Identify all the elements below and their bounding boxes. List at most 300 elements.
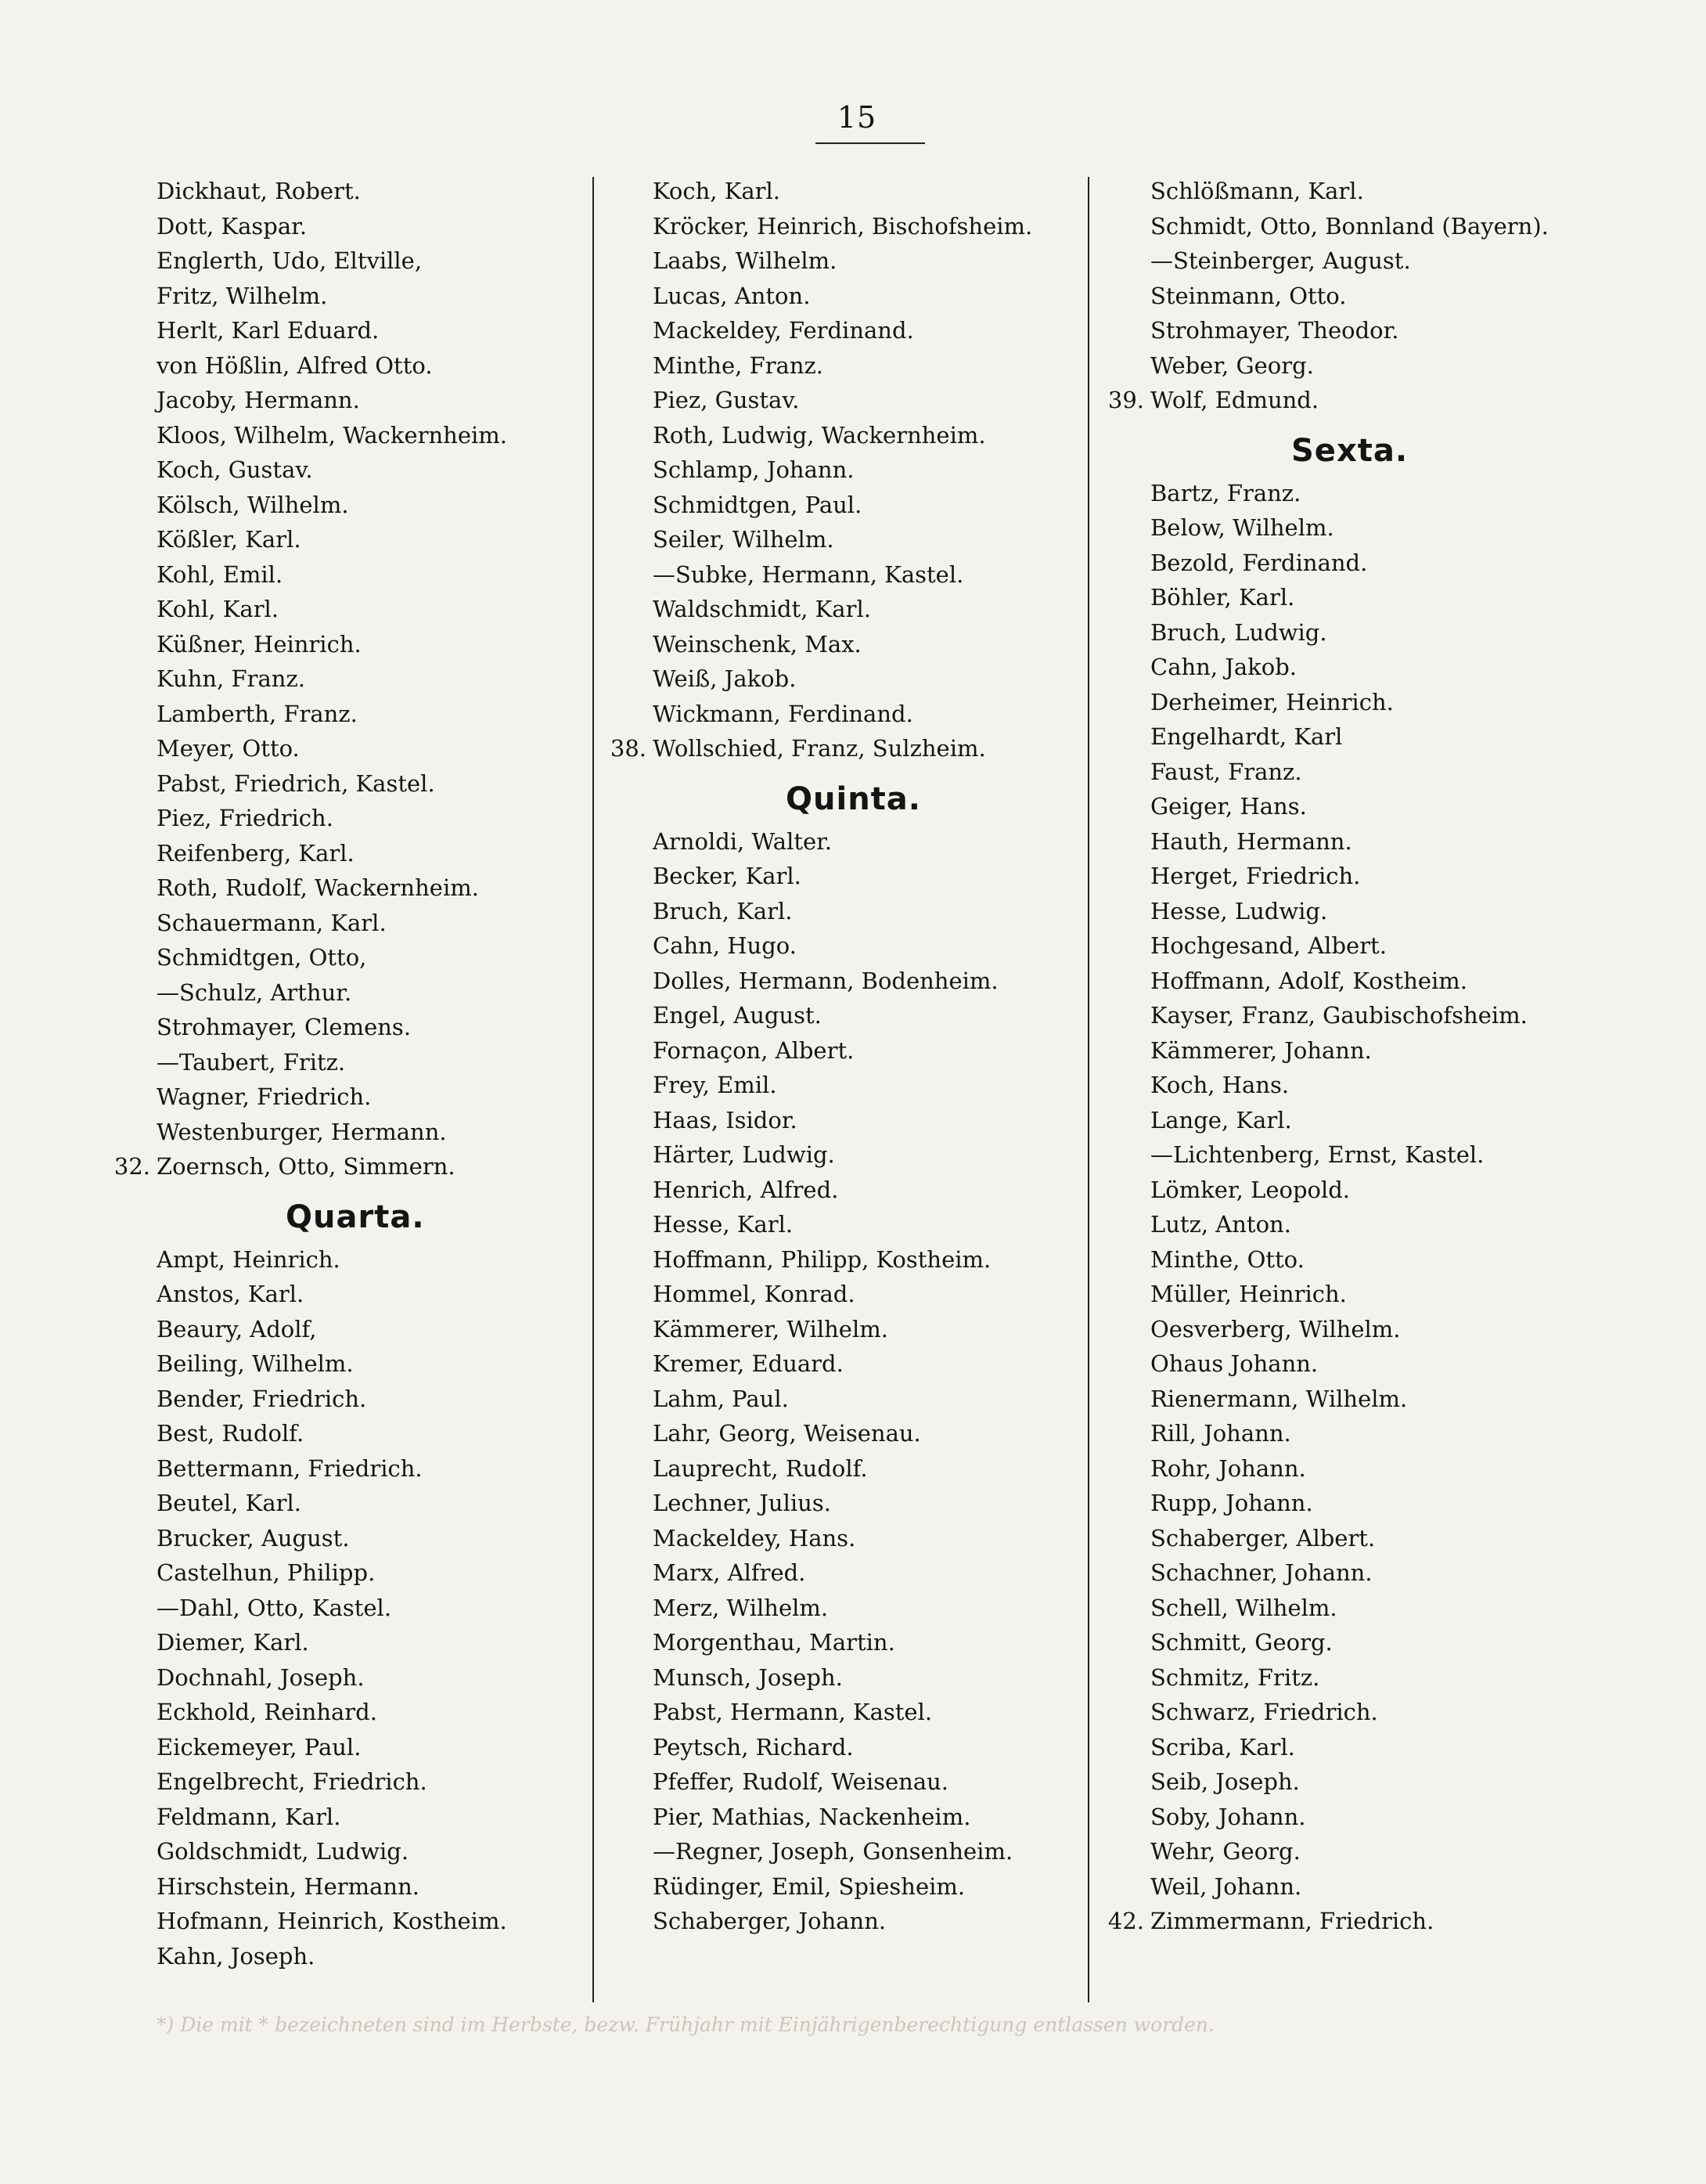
student-name-text: Eickemeyer, Paul. [157, 1733, 362, 1761]
class-heading-text: Sexta. [1291, 432, 1409, 469]
student-name-text: Mackeldey, Ferdinand. [653, 317, 914, 344]
student-name-text: Bezold, Ferdinand. [1150, 549, 1368, 576]
student-name-text: Rill, Johann. [1150, 1420, 1291, 1447]
student-name [1150, 279, 1549, 314]
student-name-text: Schachner, Johann. [1150, 1559, 1373, 1586]
student-name-text: Wagner, Friedrich. [157, 1083, 372, 1110]
student-name-text: Kohl, Karl. [157, 596, 279, 622]
student-name-text: —Subke, Hermann, Kastel. [653, 560, 964, 588]
student-name-text: Härter, Ludwig. [653, 1141, 835, 1168]
student-name-text: Lamberth, Franz. [157, 700, 358, 727]
student-name-text: Herget, Friedrich. [1150, 863, 1361, 889]
student-name-text: —Lichtenberg, Ernst, Kastel. [1150, 1141, 1485, 1168]
student-name [653, 964, 1032, 999]
student-name [1150, 894, 1549, 929]
student-name [653, 1277, 1032, 1312]
student-name [653, 1591, 1032, 1626]
bleed-through-footnote: *) Die mit * bezeichneten sind im Herbste, bezw. Frühjahr mit Einjährigenberechtigung entlassen worden. [157, 2013, 1215, 2036]
student-name-text: Schell, Wilhelm. [1150, 1594, 1337, 1621]
student-name [653, 1382, 1032, 1417]
student-name [653, 824, 1032, 860]
student-name [653, 1555, 1032, 1591]
student-name [157, 1045, 507, 1080]
student-name-text: Cahn, Jakob. [1150, 654, 1297, 680]
student-name [653, 1416, 1032, 1451]
student-name-text: Eckhold, Reinhard. [157, 1699, 377, 1725]
student-name [653, 383, 1032, 418]
student-name-text: Strohmayer, Theodor. [1150, 317, 1399, 344]
student-name-text: Wickmann, Ferdinand. [653, 700, 913, 727]
student-name-text: Wehr, Georg. [1150, 1838, 1301, 1865]
student-name [1150, 580, 1549, 615]
student-name [157, 1115, 507, 1150]
student-name-text: Hesse, Karl. [653, 1211, 794, 1238]
student-name [1150, 1730, 1549, 1765]
student-name [157, 940, 507, 975]
student-name [1150, 1137, 1549, 1173]
student-name-text: Kämmerer, Johann. [1150, 1036, 1372, 1064]
student-name-text: Anstos, Karl. [157, 1281, 304, 1307]
student-name [1150, 650, 1549, 685]
student-name [653, 661, 1032, 697]
student-name-text: Minthe, Franz. [653, 351, 824, 379]
student-name-text: Wolf, Edmund. [1150, 387, 1319, 413]
student-name [1150, 1800, 1549, 1835]
student-name-text: Dott, Kaspar. [157, 212, 308, 240]
student-name [653, 1103, 1032, 1138]
student-name [1150, 1695, 1549, 1730]
student-name [653, 1486, 1032, 1521]
student-name-text: Rienermann, Wilhelm. [1150, 1385, 1408, 1412]
student-name [1150, 1103, 1549, 1138]
student-name [1150, 1625, 1549, 1660]
student-name [157, 1625, 507, 1660]
student-name-text: Dolles, Hermann, Bodenheim. [653, 967, 999, 994]
student-name-text: Kayser, Franz, Gaubischofsheim. [1150, 1002, 1528, 1029]
student-name [1150, 755, 1549, 790]
student-name [157, 1486, 507, 1521]
student-name-text: Schaberger, Johann. [653, 1908, 887, 1934]
student-name-text: Kuhn, Franz. [157, 665, 305, 692]
student-name-text: Schaberger, Albert. [1150, 1524, 1376, 1552]
student-name [653, 313, 1032, 348]
student-name-text: Dochnahl, Joseph. [157, 1663, 365, 1691]
student-name [1150, 546, 1549, 581]
student-name [653, 1137, 1032, 1173]
student-name-text: —Regner, Joseph, Gonsenheim. [653, 1838, 1013, 1865]
class-count: 32. [113, 1153, 150, 1180]
student-name-text: Morgenthau, Martin. [653, 1629, 895, 1656]
class-heading-text: Quinta. [786, 780, 921, 817]
student-name-text: Kämmerer, Wilhelm. [653, 1315, 888, 1342]
student-name [1150, 859, 1549, 894]
student-name-text: Lutz, Anton. [1150, 1211, 1291, 1238]
student-name-text: Bettermann, Friedrich. [157, 1454, 423, 1482]
student-name-text: Strohmayer, Clemens. [157, 1014, 412, 1040]
student-name-text: Minthe, Otto. [1150, 1245, 1305, 1273]
student-name [653, 1764, 1032, 1800]
student-name-text: Seib, Joseph. [1150, 1768, 1300, 1795]
student-name-text: Faust, Franz. [1150, 758, 1302, 785]
student-name [157, 731, 507, 766]
student-name-text: Seiler, Wilhelm. [653, 526, 834, 553]
student-name [1107, 383, 1549, 418]
student-name [1150, 685, 1549, 720]
student-name [157, 975, 507, 1011]
student-name [1150, 1382, 1549, 1417]
student-name [653, 1660, 1032, 1696]
class-heading [653, 766, 1032, 824]
student-name-text: Ampt, Heinrich. [157, 1245, 340, 1273]
column-left [113, 174, 507, 1973]
student-name-text: Koch, Karl. [653, 178, 781, 204]
student-name [157, 1277, 507, 1312]
student-name [1150, 928, 1549, 964]
student-name-text: Beutel, Karl. [157, 1490, 301, 1516]
student-name-text: Becker, Karl. [653, 863, 801, 889]
student-name [1150, 1451, 1549, 1487]
student-name-text: Kölsch, Wilhelm. [157, 491, 349, 518]
student-name-text: Hochgesand, Albert. [1150, 932, 1387, 959]
student-name [653, 1033, 1032, 1069]
student-name-text: Lahr, Georg, Weisenau. [653, 1420, 921, 1447]
student-name [653, 894, 1032, 929]
column-divider-right [1088, 177, 1089, 2002]
student-name [157, 348, 507, 384]
student-name-text: Hofmann, Heinrich, Kostheim. [157, 1908, 507, 1934]
student-name-text: Cahn, Hugo. [653, 932, 797, 959]
student-name-text: Hommel, Konrad. [653, 1281, 855, 1307]
student-name [157, 766, 507, 802]
student-name-text: Bruch, Ludwig. [1150, 618, 1327, 646]
student-name [157, 1010, 507, 1045]
student-name [653, 1242, 1032, 1278]
student-name-text: Weber, Georg. [1150, 351, 1314, 379]
student-name-text: Munsch, Joseph. [653, 1663, 843, 1691]
student-name [157, 1660, 507, 1696]
student-name-text: Schmitt, Georg. [1150, 1629, 1333, 1656]
student-name [653, 452, 1032, 488]
student-name [1150, 824, 1549, 860]
student-name-text: Schmidtgen, Otto, [157, 944, 367, 971]
student-name [157, 243, 507, 279]
student-name [157, 592, 507, 627]
student-name-text: von Hößlin, Alfred Otto. [157, 351, 433, 379]
student-name-text: Kröcker, Heinrich, Bischofsheim. [653, 212, 1033, 240]
student-name-text: Engel, August. [653, 1002, 822, 1029]
student-name-text: Hesse, Ludwig. [1150, 897, 1328, 924]
student-name [653, 1173, 1032, 1208]
student-name [653, 279, 1032, 314]
student-name [157, 452, 507, 488]
student-name-text: Oesverberg, Wilhelm. [1150, 1315, 1401, 1342]
student-name [653, 348, 1032, 384]
student-name [1107, 1904, 1549, 1939]
student-name-text: Beiling, Wilhelm. [157, 1350, 354, 1377]
student-name [1150, 476, 1549, 511]
student-name-text: Henrich, Alfred. [653, 1176, 839, 1203]
student-name [157, 1555, 507, 1591]
student-name-text: Zimmermann, Friedrich. [1150, 1908, 1434, 1934]
student-name [157, 1695, 507, 1730]
student-name [1150, 1346, 1549, 1382]
student-name-text: Schlößmann, Karl. [1150, 178, 1364, 204]
student-name [157, 418, 507, 453]
student-name-text: Pabst, Friedrich, Kastel. [157, 769, 435, 797]
student-name [157, 1730, 507, 1765]
student-name-text: Laabs, Wilhelm. [653, 247, 837, 274]
student-name-text: Bender, Friedrich. [157, 1385, 367, 1412]
column-divider-left [592, 177, 594, 2002]
student-name-text: Kohl, Emil. [157, 560, 283, 588]
class-heading [1150, 418, 1549, 476]
student-name [1150, 348, 1549, 384]
student-name-text: Kahn, Joseph. [157, 1942, 315, 1970]
student-name-text: Roth, Rudolf, Wackernheim. [157, 874, 479, 901]
student-name-text: Lange, Karl. [1150, 1106, 1292, 1133]
student-name-text: Rüdinger, Emil, Spiesheim. [653, 1872, 966, 1900]
student-name-text: Lahm, Paul. [653, 1385, 789, 1412]
student-name-text: Diemer, Karl. [157, 1629, 309, 1656]
student-name [1150, 1486, 1549, 1521]
student-name-text: Müller, Heinrich. [1150, 1281, 1347, 1307]
student-name [1150, 1591, 1549, 1626]
student-name [157, 488, 507, 523]
student-name-text: Mackeldey, Hans. [653, 1524, 856, 1552]
student-name [157, 870, 507, 906]
student-name-text: Peytsch, Richard. [653, 1733, 854, 1761]
class-count: 39. [1107, 387, 1144, 413]
student-name-text: Kloos, Wilhelm, Wackernheim. [157, 421, 507, 449]
student-name-text: —Steinberger, August. [1150, 247, 1411, 274]
student-name [653, 998, 1032, 1033]
student-name-text: Rupp, Johann. [1150, 1490, 1313, 1516]
student-name [157, 1451, 507, 1487]
student-name [157, 1416, 507, 1451]
student-name [653, 1521, 1032, 1556]
student-name-text: Rohr, Johann. [1150, 1454, 1306, 1482]
student-name [653, 1451, 1032, 1487]
student-name-text: Jacoby, Hermann. [157, 387, 360, 413]
student-name [157, 801, 507, 836]
student-name-text: Weil, Johann. [1150, 1872, 1302, 1900]
student-name [1150, 719, 1549, 755]
student-name [1150, 998, 1549, 1033]
student-name-text: Bruch, Karl. [653, 897, 793, 924]
student-name [157, 1382, 507, 1417]
student-name [157, 1591, 507, 1626]
student-name-text: Merz, Wilhelm. [653, 1594, 829, 1621]
student-name-text: Lucas, Anton. [653, 282, 811, 309]
student-name [1150, 1312, 1549, 1347]
student-name-text: Schwarz, Friedrich. [1150, 1699, 1378, 1725]
student-name [1150, 1521, 1549, 1556]
page-number-rule [815, 142, 925, 144]
student-name-text: Lauprecht, Rudolf. [653, 1454, 868, 1482]
student-name [1150, 1207, 1549, 1242]
class-heading [157, 1184, 507, 1242]
student-name-text: Marx, Alfred. [653, 1559, 806, 1586]
student-name-text: Englerth, Udo, Eltville, [157, 247, 423, 274]
student-name [1150, 209, 1549, 244]
student-name-text: Haas, Isidor. [653, 1106, 797, 1133]
student-name-text: Goldschmidt, Ludwig. [157, 1838, 409, 1865]
class-heading-text: Quarta. [286, 1198, 425, 1235]
student-name-text: Koch, Gustav. [157, 456, 313, 483]
student-name-text: Engelbrecht, Friedrich. [157, 1768, 427, 1795]
student-name-text: Soby, Johann. [1150, 1803, 1306, 1830]
student-name-text: Best, Rudolf. [157, 1420, 304, 1447]
student-name-text: Geiger, Hans. [1150, 793, 1307, 820]
student-name-text: Schmidtgen, Paul. [653, 491, 862, 518]
student-name-text: Herlt, Karl Eduard. [157, 317, 380, 344]
column-right [1107, 174, 1549, 1939]
student-name [1150, 313, 1549, 348]
student-name-text: Piez, Gustav. [653, 387, 800, 413]
student-name [653, 1869, 1032, 1905]
student-name [653, 928, 1032, 964]
student-name [157, 1079, 507, 1115]
student-name [1150, 964, 1549, 999]
student-name [653, 418, 1032, 453]
student-name [653, 557, 1032, 593]
student-name-text: Derheimer, Heinrich. [1150, 688, 1394, 715]
student-name [1150, 1660, 1549, 1696]
student-name-text: Dickhaut, Robert. [157, 178, 361, 204]
student-name [157, 1834, 507, 1869]
student-name [1150, 1277, 1549, 1312]
class-count: 38. [610, 735, 646, 762]
student-name-text: Below, Wilhelm. [1150, 514, 1334, 541]
student-name [1150, 1416, 1549, 1451]
student-name [157, 1346, 507, 1382]
student-name [653, 627, 1032, 662]
student-name-text: Hoffmann, Philipp, Kostheim. [653, 1245, 992, 1273]
student-name [653, 592, 1032, 627]
column-middle [610, 174, 1033, 1939]
student-name-text: Castelhun, Philipp. [157, 1559, 376, 1586]
class-count: 42. [1107, 1908, 1144, 1934]
student-name-text: Kremer, Eduard. [653, 1350, 844, 1377]
student-name [157, 1242, 507, 1278]
student-name-text: Pier, Mathias, Nackenheim. [653, 1803, 971, 1830]
student-name-text: Fritz, Wilhelm. [157, 282, 328, 309]
student-name [157, 1904, 507, 1939]
student-name [1150, 1242, 1549, 1278]
student-name [1150, 174, 1549, 209]
student-name [653, 488, 1032, 523]
student-name-text: Schmitz, Fritz. [1150, 1663, 1320, 1691]
student-name-text: Brucker, August. [157, 1524, 350, 1552]
student-name [1150, 615, 1549, 651]
student-name-text: —Schulz, Arthur. [157, 978, 352, 1006]
student-name [157, 1312, 507, 1347]
student-name-text: Ohaus Johann. [1150, 1350, 1319, 1377]
student-name [157, 279, 507, 314]
student-name [653, 243, 1032, 279]
student-name-text: Wollschied, Franz, Sulzheim. [653, 735, 986, 762]
student-name [157, 661, 507, 697]
student-name [1150, 1068, 1549, 1103]
student-name-text: Arnoldi, Walter. [653, 827, 833, 855]
student-name [653, 1800, 1032, 1835]
student-name-text: Weiß, Jakob. [653, 665, 797, 692]
student-name-text: Schmidt, Otto, Bonnland (Bayern). [1150, 212, 1549, 240]
student-name-text: Lömker, Leopold. [1150, 1176, 1351, 1203]
student-name [157, 383, 507, 418]
student-name-text: Fornaçon, Albert. [653, 1036, 855, 1064]
student-name-text: Feldmann, Karl. [157, 1803, 341, 1830]
student-name [653, 522, 1032, 557]
student-name [1150, 1555, 1549, 1591]
student-name [157, 557, 507, 593]
student-name [1150, 243, 1549, 279]
student-name-text: —Taubert, Fritz. [157, 1048, 346, 1076]
student-name-text: Kößler, Karl. [157, 526, 301, 553]
student-name-text: Pabst, Hermann, Kastel. [653, 1699, 933, 1725]
student-name [157, 627, 507, 662]
student-name [157, 836, 507, 871]
student-name-text: Böhler, Karl. [1150, 584, 1295, 611]
student-name-text: Engelhardt, Karl [1150, 723, 1343, 750]
student-name [653, 1068, 1032, 1103]
student-name [653, 1695, 1032, 1730]
student-name-text: —Dahl, Otto, Kastel. [157, 1594, 392, 1621]
student-name [1150, 1869, 1549, 1905]
student-name [653, 859, 1032, 894]
student-name [157, 209, 507, 244]
student-name [653, 1312, 1032, 1347]
student-name [1150, 1834, 1549, 1869]
student-name [653, 209, 1032, 244]
student-name [157, 697, 507, 732]
student-name [157, 313, 507, 348]
student-name-text: Scriba, Karl. [1150, 1733, 1295, 1761]
student-name [157, 1800, 507, 1835]
student-name-text: Waldschmidt, Karl. [653, 596, 871, 622]
student-name [653, 1834, 1032, 1869]
student-name-text: Weinschenk, Max. [653, 630, 862, 658]
student-name [653, 1346, 1032, 1382]
student-name [653, 697, 1032, 732]
student-name [157, 1764, 507, 1800]
student-name-text: Steinmann, Otto. [1150, 282, 1347, 309]
student-name [157, 1521, 507, 1556]
student-name [653, 1207, 1032, 1242]
student-name [653, 1730, 1032, 1765]
student-name-text: Piez, Friedrich. [157, 805, 333, 831]
student-name [1150, 1764, 1549, 1800]
student-name-text: Bartz, Franz. [1150, 479, 1301, 506]
student-name-text: Meyer, Otto. [157, 735, 300, 762]
student-name [157, 906, 507, 941]
student-name [653, 174, 1032, 209]
student-name [1150, 1173, 1549, 1208]
student-name-text: Hauth, Hermann. [1150, 827, 1352, 855]
student-name [1150, 789, 1549, 824]
student-name [653, 1625, 1032, 1660]
student-name [653, 1904, 1032, 1939]
student-name [610, 731, 1032, 766]
student-name-text: Hoffmann, Adolf, Kostheim. [1150, 967, 1468, 994]
student-name-text: Zoernsch, Otto, Simmern. [157, 1153, 455, 1180]
student-name [157, 174, 507, 209]
student-name [157, 1869, 507, 1905]
student-name [1150, 510, 1549, 546]
student-name-text: Koch, Hans. [1150, 1072, 1290, 1098]
student-name [157, 522, 507, 557]
student-name-text: Beaury, Adolf, [157, 1315, 317, 1342]
